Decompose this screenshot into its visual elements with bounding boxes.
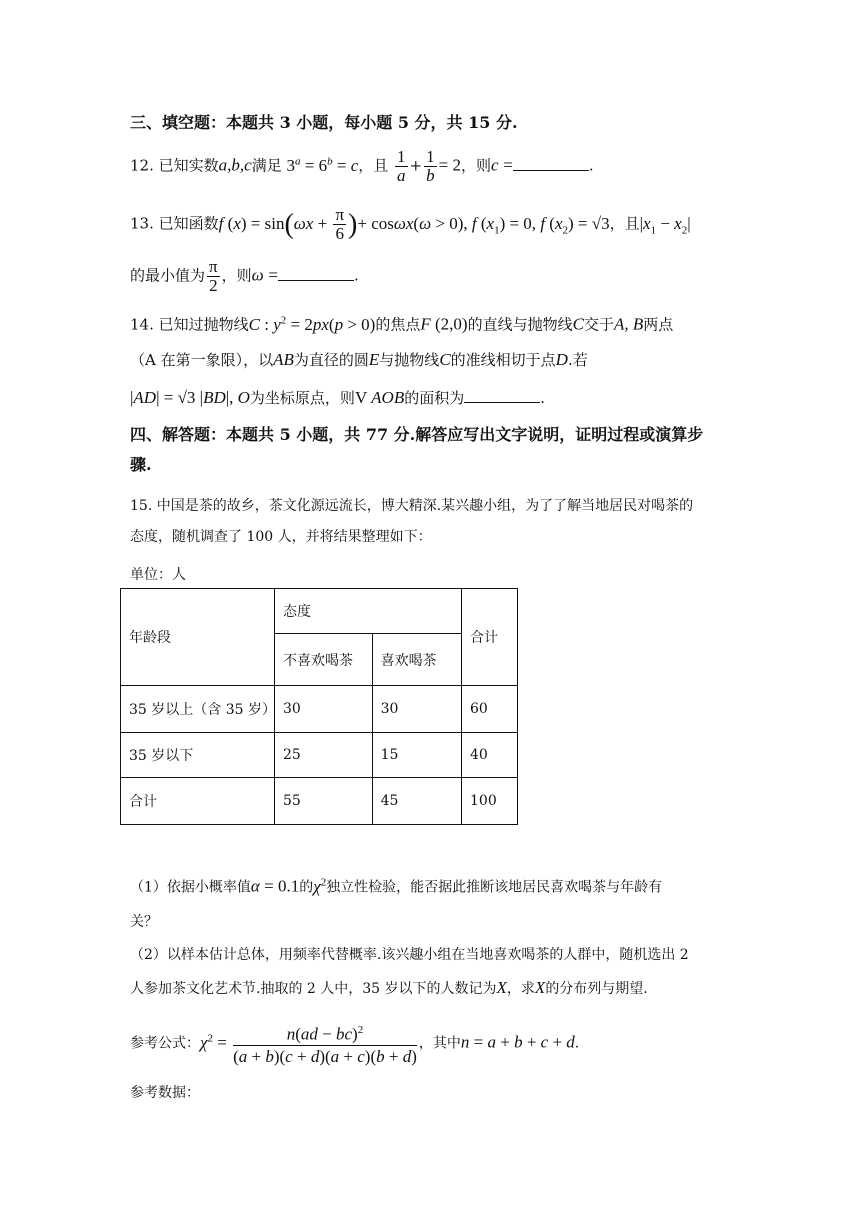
sub2-text: 人参加茶文化艺术节.抽取的 2 人中，35 岁以下的人数记为 xyxy=(130,981,497,997)
sub2-text-2: ，求 xyxy=(506,981,535,997)
header-dislike: 不喜欢喝茶 xyxy=(275,634,373,686)
question-12: 12. 已知实数a,b,c满足 $3^a = 6^b = c$，且 $\frac{1}{a}$ + $\frac{1}{b}$ = 2，则c = . xyxy=(130,147,594,186)
q12-number: 12. xyxy=(130,156,154,175)
q13-answer-blank[interactable] xyxy=(278,266,354,281)
q14-number: 14. xyxy=(130,315,154,334)
question-14: 14. 已知过抛物线C : $y^2 = 2px(p > 0)$的焦点F (2,0)的直线与抛物线C交于A, B两点 xyxy=(130,314,674,334)
question-13: 13. 已知函数f (x) = sin(ωx + $\frac{\pi}{6}$ )+ cosωx(ω > 0), f $(x_1) = 0$, f $(x_2) = √3$，且$|x_1 - x_2|$ xyxy=(130,205,691,243)
q13-line2-text-2: ，则 xyxy=(221,266,252,285)
sub1-text-3: 独立性检验，能否据此推断该地居民喜欢喝茶与年龄有 xyxy=(326,879,663,896)
q14-line2-text: （A 在第一象限），以 xyxy=(130,351,274,369)
sub1-text: （1）依据小概率值 xyxy=(130,879,251,896)
formula-mid: ，其中 xyxy=(418,1035,461,1052)
q12-frac-b: $\frac{1}{b}$ xyxy=(426,147,435,186)
sub1-text-2: 的 xyxy=(299,879,314,896)
q15-formula: 参考公式：$\chi^2$ = $\frac{n(ad - bc)^2}{(a + b)(c + d)(a + c)(b + d)}$ ，其中n = a + b + c + d. xyxy=(130,1014,579,1068)
q12-text-2: 满足 xyxy=(251,156,282,175)
q14-line2-text-4: 的准线相切于点 xyxy=(450,351,556,369)
q15-paragraph-1: 15. 中国是茶的故乡，茶文化源远流长，博大精深.某兴趣小组，为了了解当地居民对喝茶的 xyxy=(130,498,694,514)
row-label: 合计 xyxy=(121,778,275,825)
q15-sub-2: （2）以样本估计总体，用频率代替概率.该兴趣小组在当地喜欢喝茶的人群中，随机选出 2 xyxy=(130,947,689,963)
q14-line3-text-2: 的面积为 xyxy=(404,389,465,407)
cell-like: 15 xyxy=(372,733,461,778)
q14-line2-text-2: 为直径的圆 xyxy=(293,351,369,369)
q12-text: 已知实数 xyxy=(158,156,219,175)
q14-text-2: 的焦点 xyxy=(375,315,421,334)
q14-parabola: C : $y^2 = 2px(p > 0)$ xyxy=(248,314,376,334)
survey-table xyxy=(120,588,518,825)
q15-unit: 单位：人 xyxy=(130,567,186,583)
q13-number: 13. xyxy=(130,214,154,233)
header-like: 喜欢喝茶 xyxy=(372,634,461,686)
formula-label: 参考公式： xyxy=(130,1035,200,1052)
cell-like: 30 xyxy=(372,686,461,733)
sub2-text-3: 的分布列与期望. xyxy=(545,981,648,997)
q12-answer-blank[interactable] xyxy=(513,156,589,171)
table-row xyxy=(121,733,518,778)
q14-text-5: 两点 xyxy=(643,315,674,334)
q14-line3-text: 为坐标原点，则 xyxy=(249,389,355,407)
header-total: 合计 xyxy=(462,589,518,686)
question-14-line-3: |AD| = √3 |BD|, O为坐标原点，则V AOB的面积为 . xyxy=(130,388,546,407)
q12-text-4: ，则 xyxy=(460,156,491,175)
q13-frac-pi-2: $\frac{\pi}{2}$ xyxy=(209,257,218,295)
cell-total: 60 xyxy=(462,686,518,733)
section-4-heading-cont: 骤. xyxy=(130,455,152,474)
question-14-line-2: （A 在第一象限），以AB为直径的圆E与抛物线C的准线相切于点D.若 xyxy=(130,350,588,369)
cell-dislike: 25 xyxy=(275,733,373,778)
q13-frac-pi-6: $\frac{\pi}{6}$ xyxy=(335,205,345,243)
q12-period: . xyxy=(588,156,594,175)
q15-sub-2-cont: 人参加茶文化艺术节.抽取的 2 人中，35 岁以下的人数记为X，求X的分布列与期望. xyxy=(130,978,648,997)
q14-line2-text-5: .若 xyxy=(567,351,588,369)
q12-text-3: ，且 xyxy=(358,156,389,175)
chi-square-formula: $\frac{n(ad - bc)^2}{(a + b)(c + d)(a + c)(b + d)}$ xyxy=(233,1019,417,1069)
q14-answer-blank[interactable] xyxy=(464,388,540,403)
q13-period: . xyxy=(354,266,359,285)
q13-text-2: ，且 xyxy=(609,214,640,233)
q14-condition: |AD| = √3 |BD|, O xyxy=(130,388,250,407)
q14-line2-text-3: 与抛物线 xyxy=(379,351,440,369)
cell-like: 45 xyxy=(372,778,461,825)
question-13-line-2: 的最小值为 $\frac{\pi}{2}$ ，则ω = . xyxy=(130,257,359,295)
cell-total: 40 xyxy=(462,733,518,778)
q12-frac-a: $\frac{1}{a}$ xyxy=(397,147,406,186)
q15-reference-data: 参考数据： xyxy=(130,1085,200,1101)
header-age: 年龄段 xyxy=(121,589,275,686)
q14-period: . xyxy=(540,389,546,407)
q13-line2-text: 的最小值为 xyxy=(130,266,206,285)
q12-vars: a,b,c xyxy=(218,155,252,175)
q15-sub-1-cont: 关？ xyxy=(130,914,158,930)
formula-end: . xyxy=(574,1035,580,1052)
cell-dislike: 30 xyxy=(275,686,373,733)
row-label: 35 岁以上（含 35 岁） xyxy=(121,686,275,733)
section-4-heading: 四、解答题：本题共 5 小题，共 77 分.解答应写出文字说明，证明过程或演算步 xyxy=(130,425,704,444)
cell-total: 100 xyxy=(462,778,518,825)
q13-text: 已知函数 xyxy=(158,214,219,233)
cell-dislike: 55 xyxy=(275,778,373,825)
q14-text-4: 交于 xyxy=(583,315,614,334)
q15-sub-1: （1）依据小概率值α = 0.1的$\chi^2$独立性检验，能否据此推断该地居民喜欢喝茶与年龄有 xyxy=(130,876,663,896)
header-attitude: 态度 xyxy=(275,589,462,634)
q14-text-3: 的直线与抛物线 xyxy=(467,315,573,334)
q14-text: 已知过抛物线 xyxy=(158,315,249,334)
section-3-heading: 三、填空题：本题共 3 小题，每小题 5 分，共 15 分. xyxy=(130,113,518,132)
table-row xyxy=(121,778,518,825)
table-row xyxy=(121,686,518,733)
q12-equation: $3^a = 6^b = c$ xyxy=(286,155,359,175)
q15-paragraph-2: 态度，随机调查了 100 人，并将结果整理如下： xyxy=(130,529,432,545)
q13-function: f (x) = sin(ωx + xyxy=(218,208,332,240)
row-label: 35 岁以下 xyxy=(121,733,275,778)
